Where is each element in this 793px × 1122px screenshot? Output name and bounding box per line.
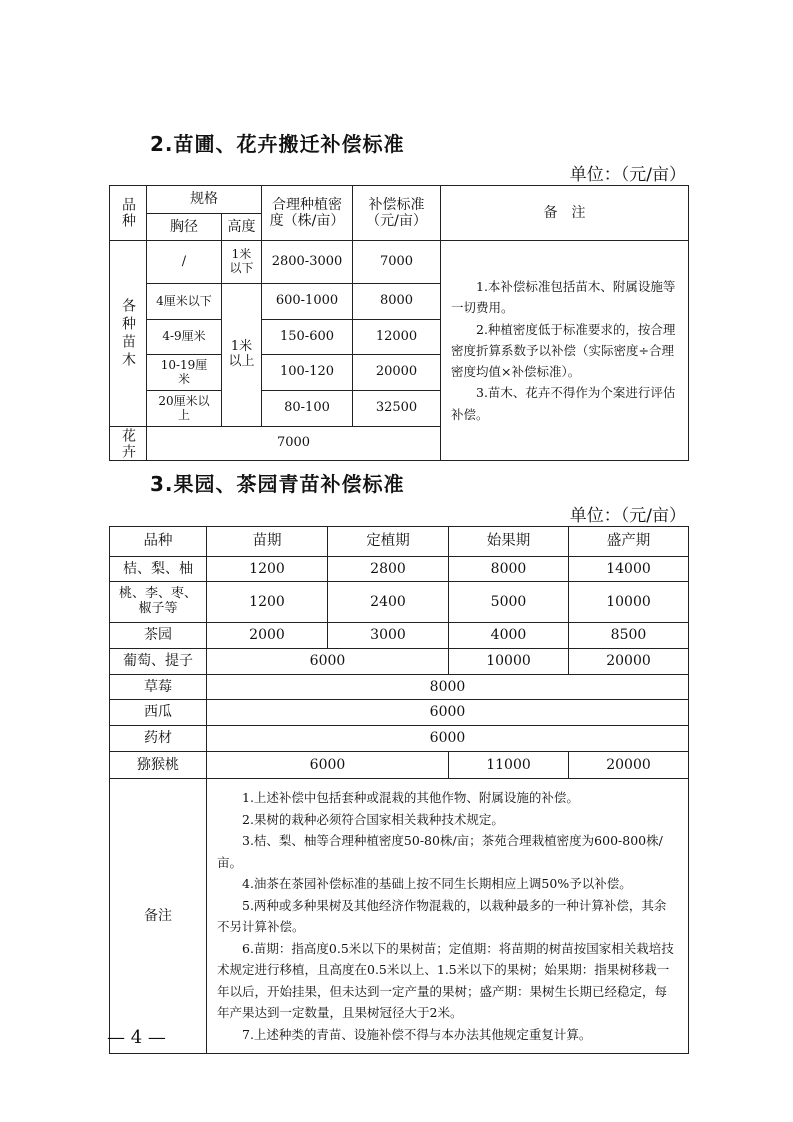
standard-cell: 12000 [353,320,441,355]
density-cell: 100-120 [262,355,353,391]
value-cell: 20000 [569,649,689,675]
variety-name: 猕猴桃 [110,752,207,779]
header-first-fruit: 始果期 [449,527,569,557]
value-cell: 8000 [207,675,689,700]
height-cell: 1米以下 [222,241,262,284]
group-label: 各种苗木 [110,241,147,427]
diameter-cell: 4-9厘米 [147,320,222,355]
section2-title: 2.苗圃、花卉搬迁补偿标准 [150,132,405,156]
standard-cell: 32500 [353,391,441,427]
variety-name: 葡萄、提子 [110,649,207,675]
value-cell: 2000 [207,623,328,649]
variety-name: 药材 [110,726,207,752]
value-cell: 2800 [328,557,449,582]
diameter-cell: / [147,241,222,284]
value-cell: 2400 [328,582,449,623]
section3-unit: 单位：（元/亩） [569,506,686,526]
variety-name: 桔、梨、柚 [110,557,207,582]
remark-line: 1.本补偿标准包括苗木、附属设施等一切费用。 [451,279,676,316]
note-line: 3.桔、梨、柚等合理种植密度50-80株/亩；茶苑合理栽植密度为600-800株/亩。 [217,833,663,870]
note-line: 4.油茶在茶园补偿标准的基础上按不同生长期相应上调50%予以补偿。 [242,876,632,891]
variety-name: 西瓜 [110,700,207,726]
value-cell: 8000 [449,557,569,582]
remarks-cell [441,241,689,461]
value-cell: 6000 [207,726,689,752]
standard-cell: 20000 [353,355,441,391]
diameter-cell: 4厘米以下 [147,284,222,320]
density-cell: 2800-3000 [262,241,353,284]
header-variety: 品种 [110,527,207,557]
value-cell: 1200 [207,582,328,623]
note-line: 7.上述种类的青苗、设施补偿不得与本办法其他规定重复计算。 [242,1026,592,1042]
flower-label: 花卉 [110,427,147,461]
variety-name: 桃、李、枣、椒子等 [110,582,207,623]
note-line: 1.上述补偿中包括套种或混栽的其他作物、附属设施的补偿。 [242,790,579,805]
value-cell: 3000 [328,623,449,649]
value-cell: 6000 [207,649,449,675]
height-cell: 1米以上 [222,284,262,427]
remark-line: 2.种植密度低于标准要求的，按合理密度折算系数予以补偿（实际密度÷合理密度均值×补偿标准）。 [451,321,676,380]
header-spec: 规格 [147,186,262,214]
header-planting: 定植期 [328,527,449,557]
header-peak: 盛产期 [569,527,689,557]
header-density: 合理种植密度（株/亩） [262,186,353,241]
value-cell: 10000 [449,649,569,675]
note-line: 5.两种或多种果树及其他经济作物混栽的，以栽种最多的一种计算补偿，其余不另计算补偿。 [217,897,667,934]
section2-unit: 单位：（元/亩） [569,165,686,185]
flower-value: 7000 [147,427,441,461]
note-line: 2.果树的栽种必须符合国家相关栽种技术规定。 [242,811,504,827]
header-variety: 品种 [110,186,147,241]
note-line: 6.苗期：指高度0.5米以下的果树苗；定值期：将苗期的树苗按国家相关栽培技术规定进行移植，且高度在0.5米以上、1.5米以下的果树；始果期：指果树移栽一年以后，开始挂果，但未达到一定产量的果树；盛产期：果树生长期已经稳定，每年产果达到一定数量，且果树冠径大于2米。 [217,940,674,1020]
value-cell: 20000 [569,752,689,779]
header-height: 高度 [222,214,262,241]
nursery-compensation-table [109,185,689,461]
density-cell: 600-1000 [262,284,353,320]
value-cell: 6000 [207,700,689,726]
header-seedling: 苗期 [207,527,328,557]
header-diameter: 胸径 [147,214,222,241]
standard-cell: 8000 [353,284,441,320]
diameter-cell: 10-19厘米 [147,355,222,391]
value-cell: 5000 [449,582,569,623]
density-cell: 150-600 [262,320,353,355]
value-cell: 4000 [449,623,569,649]
remark-line: 3.苗木、花卉不得作为个案进行评估补偿。 [451,385,676,422]
value-cell: 10000 [569,582,689,623]
value-cell: 11000 [449,752,569,779]
value-cell: 8500 [569,623,689,649]
variety-name: 茶园 [110,623,207,649]
page-number: — 4 — [107,1027,166,1048]
value-cell: 1200 [207,557,328,582]
standard-cell: 7000 [353,241,441,284]
variety-name: 草莓 [110,675,207,700]
section3-title: 3.果园、茶园青苗补偿标准 [150,472,405,496]
density-cell: 80-100 [262,391,353,427]
value-cell: 14000 [569,557,689,582]
header-remarks: 备 注 [441,186,689,241]
notes-cell [207,779,689,1054]
diameter-cell: 20厘米以上 [147,391,222,427]
orchard-compensation-table [109,526,689,1054]
value-cell: 6000 [207,752,449,779]
header-standard: 补偿标准（元/亩） [353,186,441,241]
notes-label: 备注 [110,779,207,1054]
